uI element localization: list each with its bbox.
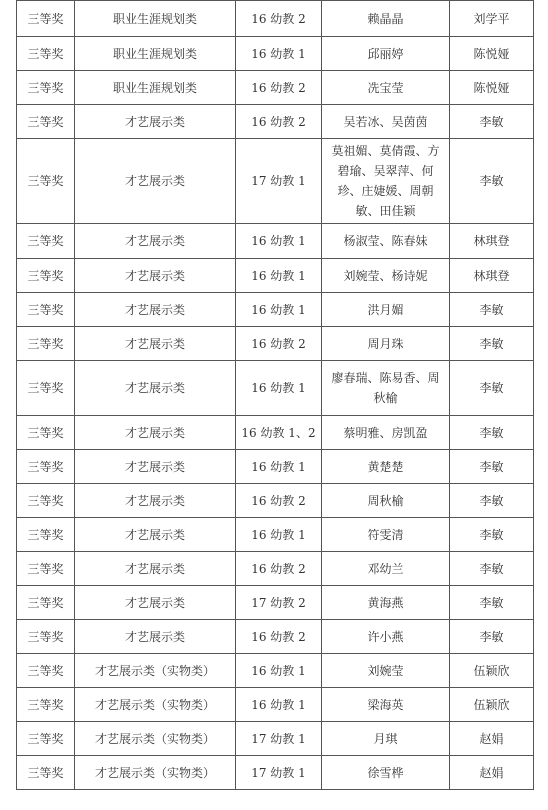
category-cell: 才艺展示类 [75,620,236,654]
teacher-cell: 李敏 [450,484,534,518]
class-cell: 16 幼教 1 [236,259,322,293]
table-row [17,327,534,361]
category-cell: 职业生涯规划类 [75,1,236,37]
category-cell: 才艺展示类 [75,259,236,293]
students-cell: 廖春瑞、陈易香、周秋榆 [322,361,450,416]
category-cell: 才艺展示类 [75,293,236,327]
table-row [17,688,534,722]
students-cell: 吴若冰、吴茵茵 [322,105,450,139]
table-row [17,293,534,327]
award-cell: 三等奖 [17,586,75,620]
teacher-cell: 李敏 [450,327,534,361]
table-row [17,361,534,416]
students-cell: 黄楚楚 [322,450,450,484]
class-cell: 16 幼教 1 [236,688,322,722]
teacher-cell: 李敏 [450,416,534,450]
award-cell: 三等奖 [17,224,75,259]
category-cell: 才艺展示类 [75,327,236,361]
award-cell: 三等奖 [17,552,75,586]
award-cell: 三等奖 [17,37,75,71]
teacher-cell: 李敏 [450,518,534,552]
class-cell: 16 幼教 2 [236,71,322,105]
teacher-cell: 李敏 [450,552,534,586]
students-cell: 邱丽婷 [322,37,450,71]
teacher-cell: 李敏 [450,586,534,620]
students-cell: 黄海燕 [322,586,450,620]
teacher-cell: 伍颖欣 [450,688,534,722]
category-cell: 才艺展示类 [75,552,236,586]
award-cell: 三等奖 [17,1,75,37]
students-cell: 赖晶晶 [322,1,450,37]
table-row [17,518,534,552]
class-cell: 16 幼教 2 [236,105,322,139]
category-cell: 才艺展示类 [75,139,236,224]
category-cell: 才艺展示类（实物类） [75,756,236,790]
students-cell: 符雯清 [322,518,450,552]
students-cell: 杨淑莹、陈春妹 [322,224,450,259]
teacher-cell: 伍颖欣 [450,654,534,688]
teacher-cell: 林琪登 [450,224,534,259]
class-cell: 16 幼教 2 [236,552,322,586]
award-cell: 三等奖 [17,327,75,361]
table-row [17,259,534,293]
table-row [17,654,534,688]
table-row [17,620,534,654]
class-cell: 16 幼教 1 [236,450,322,484]
table-row [17,484,534,518]
students-cell: 周月珠 [322,327,450,361]
category-cell: 才艺展示类 [75,224,236,259]
award-cell: 三等奖 [17,139,75,224]
award-cell: 三等奖 [17,620,75,654]
students-cell: 许小燕 [322,620,450,654]
award-cell: 三等奖 [17,416,75,450]
students-cell: 梁海英 [322,688,450,722]
teacher-cell: 赵娟 [450,756,534,790]
students-cell: 冼宝莹 [322,71,450,105]
class-cell: 16 幼教 1 [236,37,322,71]
table-row [17,139,534,224]
teacher-cell: 赵娟 [450,722,534,756]
students-cell: 刘婉莹、杨诗妮 [322,259,450,293]
award-cell: 三等奖 [17,756,75,790]
class-cell: 16 幼教 1 [236,293,322,327]
students-cell: 蔡明雅、房凯盈 [322,416,450,450]
table-row [17,756,534,790]
teacher-cell: 林琪登 [450,259,534,293]
table-row [17,722,534,756]
category-cell: 才艺展示类 [75,484,236,518]
students-cell: 徐雪桦 [322,756,450,790]
teacher-cell: 李敏 [450,450,534,484]
category-cell: 职业生涯规划类 [75,37,236,71]
teacher-cell: 李敏 [450,293,534,327]
category-cell: 才艺展示类 [75,586,236,620]
class-cell: 16 幼教 1 [236,361,322,416]
category-cell: 才艺展示类（实物类） [75,722,236,756]
students-cell: 洪月媚 [322,293,450,327]
award-cell: 三等奖 [17,71,75,105]
class-cell: 16 幼教 2 [236,1,322,37]
table-row [17,105,534,139]
teacher-cell: 李敏 [450,139,534,224]
class-cell: 17 幼教 2 [236,586,322,620]
table-row [17,450,534,484]
award-cell: 三等奖 [17,518,75,552]
class-cell: 17 幼教 1 [236,722,322,756]
teacher-cell: 陈悦娅 [450,37,534,71]
category-cell: 才艺展示类 [75,105,236,139]
class-cell: 16 幼教 2 [236,484,322,518]
award-cell: 三等奖 [17,293,75,327]
class-cell: 16 幼教 1 [236,518,322,552]
class-cell: 17 幼教 1 [236,756,322,790]
award-cell: 三等奖 [17,105,75,139]
category-cell: 才艺展示类 [75,416,236,450]
table-row [17,224,534,259]
table-row [17,37,534,71]
table-row [17,586,534,620]
students-cell: 周秋榆 [322,484,450,518]
table-row [17,416,534,450]
table-row [17,1,534,37]
class-cell: 17 幼教 1 [236,139,322,224]
class-cell: 16 幼教 2 [236,327,322,361]
category-cell: 才艺展示类 [75,450,236,484]
category-cell: 才艺展示类 [75,518,236,552]
category-cell: 才艺展示类（实物类） [75,688,236,722]
teacher-cell: 陈悦娅 [450,71,534,105]
award-cell: 三等奖 [17,361,75,416]
students-cell: 莫祖媚、莫倩霞、方碧瑜、吴翠萍、何珍、庄婕媛、周朝敏、田佳颖 [322,139,450,224]
award-cell: 三等奖 [17,722,75,756]
teacher-cell: 刘学平 [450,1,534,37]
class-cell: 16 幼教 1、2 [236,416,322,450]
students-cell: 刘婉莹 [322,654,450,688]
awards-table [16,0,534,790]
category-cell: 职业生涯规划类 [75,71,236,105]
category-cell: 才艺展示类 [75,361,236,416]
teacher-cell: 李敏 [450,620,534,654]
category-cell: 才艺展示类（实物类） [75,654,236,688]
teacher-cell: 李敏 [450,105,534,139]
class-cell: 16 幼教 1 [236,224,322,259]
table-row [17,552,534,586]
award-cell: 三等奖 [17,259,75,293]
students-cell: 邓幼兰 [322,552,450,586]
awards-table-body [17,1,534,790]
award-cell: 三等奖 [17,654,75,688]
table-row [17,71,534,105]
teacher-cell: 李敏 [450,361,534,416]
award-cell: 三等奖 [17,484,75,518]
award-cell: 三等奖 [17,688,75,722]
students-cell: 月琪 [322,722,450,756]
class-cell: 16 幼教 2 [236,620,322,654]
class-cell: 16 幼教 1 [236,654,322,688]
award-cell: 三等奖 [17,450,75,484]
